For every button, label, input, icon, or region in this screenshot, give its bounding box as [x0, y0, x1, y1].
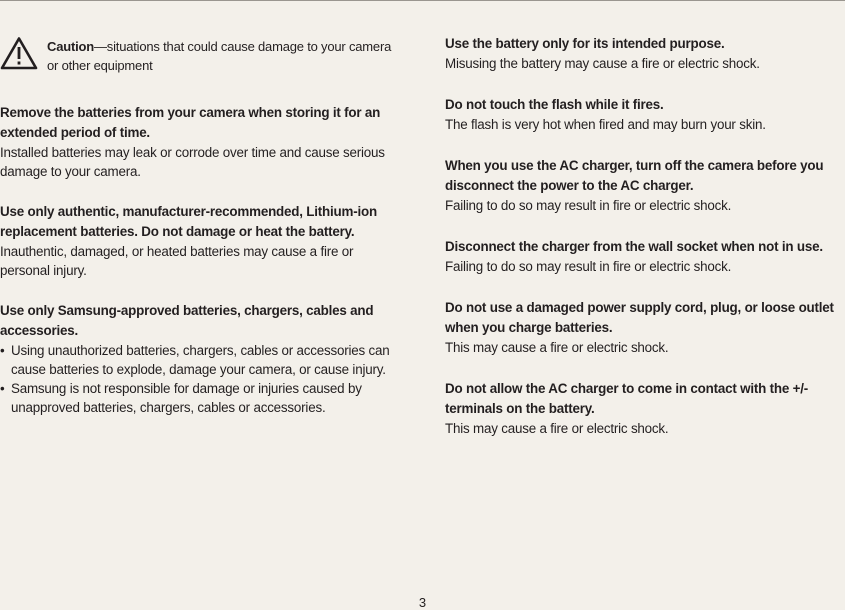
section-remove-batteries	[0, 103, 400, 181]
section-authentic-batteries	[0, 202, 400, 280]
bullet-item: • Samsung is not responsible for damage or injuries caused by unapproved batteries, chargers, cables or accessories.	[0, 379, 400, 417]
section-heading: Do not use a damaged power supply cord, plug, or loose outlet when you charge batteries.	[445, 300, 834, 335]
section-heading: Use the battery only for its intended purpose.	[445, 36, 725, 51]
caution-label: Caution	[47, 39, 94, 54]
section-heading: Do not touch the flash while it fires.	[445, 97, 664, 112]
section-body: This may cause a fire or electric shock.	[445, 421, 669, 436]
section-damaged-cord	[445, 298, 843, 357]
section-approved-accessories	[0, 301, 400, 417]
section-body: Installed batteries may leak or corrode over time and cause serious damage to your camera.	[0, 145, 385, 179]
section-ac-charger-off	[445, 156, 843, 215]
warning-triangle-icon	[0, 36, 38, 70]
section-heading: Use only Samsung-approved batteries, chargers, cables and accessories.	[0, 303, 374, 338]
caution-text	[47, 37, 399, 75]
section-heading: Do not allow the AC charger to come in contact with the +/- terminals on the battery.	[445, 381, 809, 416]
section-heading: Use only authentic, manufacturer-recommended, Lithium-ion replacement batteries. Do not damage or heat the battery.	[0, 204, 377, 239]
section-body: The flash is very hot when fired and may burn your skin.	[445, 117, 766, 132]
bullet-item: • Using unauthorized batteries, chargers, cables or accessories can cause batteries to explode, damage your camera, or cause injury.	[0, 341, 400, 379]
caution-note	[0, 36, 400, 86]
left-column	[0, 36, 400, 438]
right-column	[445, 34, 843, 460]
section-flash	[445, 95, 843, 134]
section-heading: Disconnect the charger from the wall socket when not in use.	[445, 239, 823, 254]
section-body: Failing to do so may result in fire or electric shock.	[445, 259, 732, 274]
page-number: 3	[418, 595, 427, 610]
section-body: Failing to do so may result in fire or electric shock.	[445, 198, 732, 213]
section-body: Inauthentic, damaged, or heated batteries may cause a fire or personal injury.	[0, 244, 354, 278]
section-terminals	[445, 379, 843, 438]
section-heading: When you use the AC charger, turn off the camera before you disconnect the power to the AC charger.	[445, 158, 824, 193]
top-rule	[0, 0, 845, 1]
caution-dash: —	[93, 39, 107, 54]
section-heading: Remove the batteries from your camera when storing it for an extended period of time.	[0, 105, 381, 140]
section-body: This may cause a fire or electric shock.	[445, 340, 669, 355]
bullet-list	[0, 341, 400, 417]
section-intended-purpose	[445, 34, 843, 73]
section-body: Misusing the battery may cause a fire or electric shock.	[445, 56, 760, 71]
section-disconnect-charger	[445, 237, 843, 276]
caution-description: situations that could cause damage to your camera or other equipment	[47, 39, 392, 73]
